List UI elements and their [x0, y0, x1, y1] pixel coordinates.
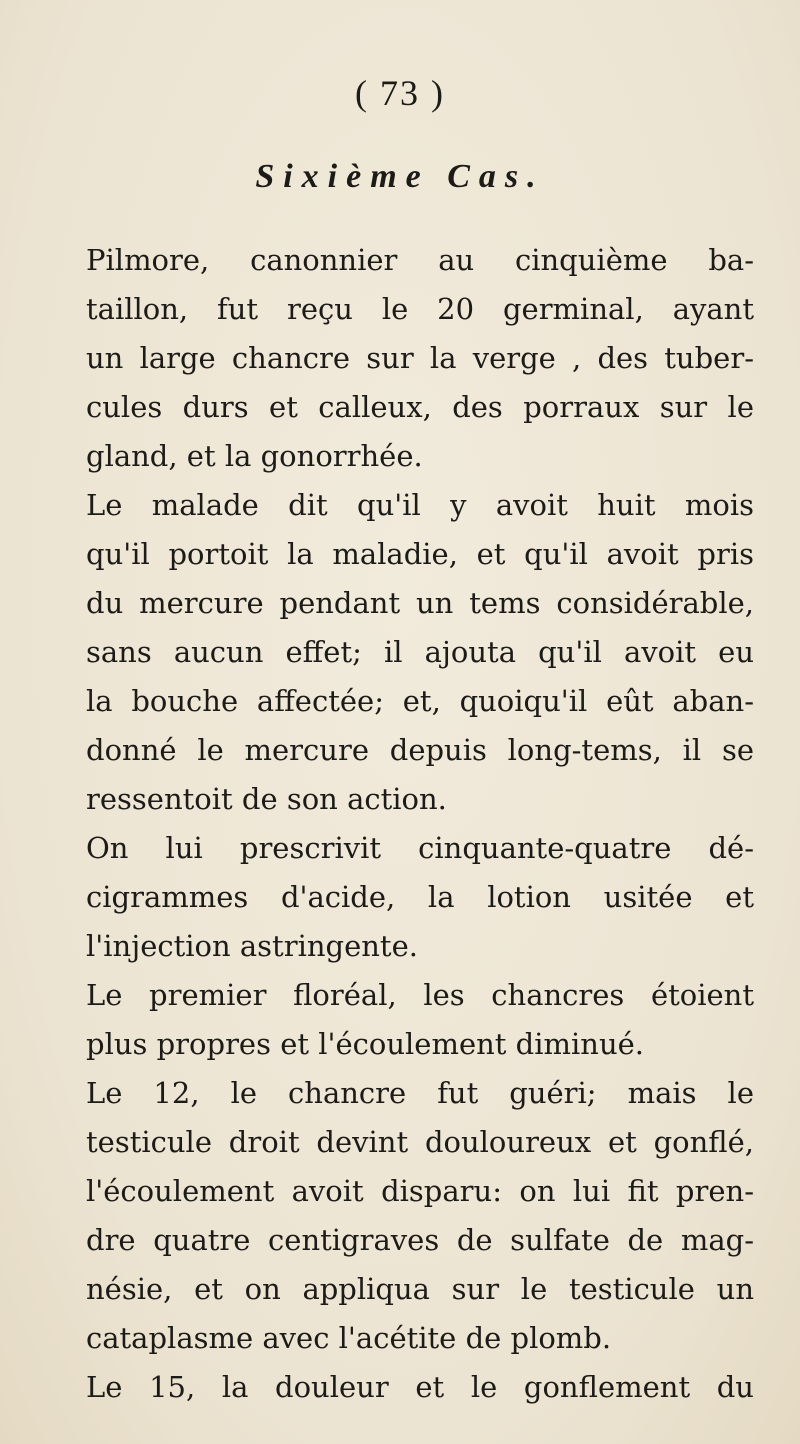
- text-line: dre quatre centigraves de sulfate de mag-: [86, 1223, 754, 1257]
- text-line: ressentoit de son action.: [86, 782, 447, 816]
- text-line: cataplasme avec l'acétite de plomb.: [86, 1321, 612, 1355]
- text-line: Le 15, la douleur et le gonflement du: [86, 1370, 754, 1404]
- text-line: cigrammes d'acide, la lotion usitée et: [86, 880, 754, 914]
- text-line: Le malade dit qu'il y avoit huit mois: [86, 488, 754, 522]
- text-line: l'injection astringente.: [86, 929, 418, 963]
- text-line: gland, et la gonorrhée.: [86, 439, 423, 473]
- text-line: l'écoulement avoit disparu: on lui fit pren-: [86, 1174, 754, 1208]
- text-line: la bouche affectée; et, quoiqu'il eût aban-: [86, 684, 754, 718]
- paragraph-6: [54, 1363, 754, 1412]
- text-line: qu'il portoit la maladie, et qu'il avoit pris: [86, 537, 754, 571]
- text-line: taillon, fut reçu le 20 germinal, ayant: [86, 292, 754, 326]
- text-line: donné le mercure depuis long-tems, il se: [86, 733, 754, 767]
- paragraph-3: [54, 824, 754, 971]
- text-line: un large chancre sur la verge , des tuber-: [86, 341, 754, 375]
- text-line: testicule droit devint douloureux et gonflé,: [86, 1125, 754, 1159]
- paragraph-5: [54, 1069, 754, 1363]
- body-text: [54, 236, 754, 1412]
- text-line: Le 12, le chancre fut guéri; mais le: [86, 1076, 754, 1110]
- paragraph-2: [54, 481, 754, 824]
- text-line: nésie, et on appliqua sur le testicule un: [86, 1272, 754, 1306]
- text-line: On lui prescrivit cinquante-quatre dé-: [86, 831, 754, 865]
- text-line: plus propres et l'écoulement diminué.: [86, 1027, 645, 1061]
- text-line: sans aucun effet; il ajouta qu'il avoit eu: [86, 635, 754, 669]
- section-heading: Sixième Cas.: [255, 158, 545, 195]
- text-line: Le premier floréal, les chancres étoient: [86, 978, 754, 1012]
- paragraph-1: [54, 236, 754, 481]
- page-number: ( 73 ): [355, 73, 445, 113]
- text-line: Pilmore, canonnier au cinquième ba-: [86, 243, 754, 277]
- text-line: cules durs et calleux, des porraux sur le: [86, 390, 754, 424]
- paragraph-4: [54, 971, 754, 1069]
- text-line: du mercure pendant un tems considérable,: [86, 586, 754, 620]
